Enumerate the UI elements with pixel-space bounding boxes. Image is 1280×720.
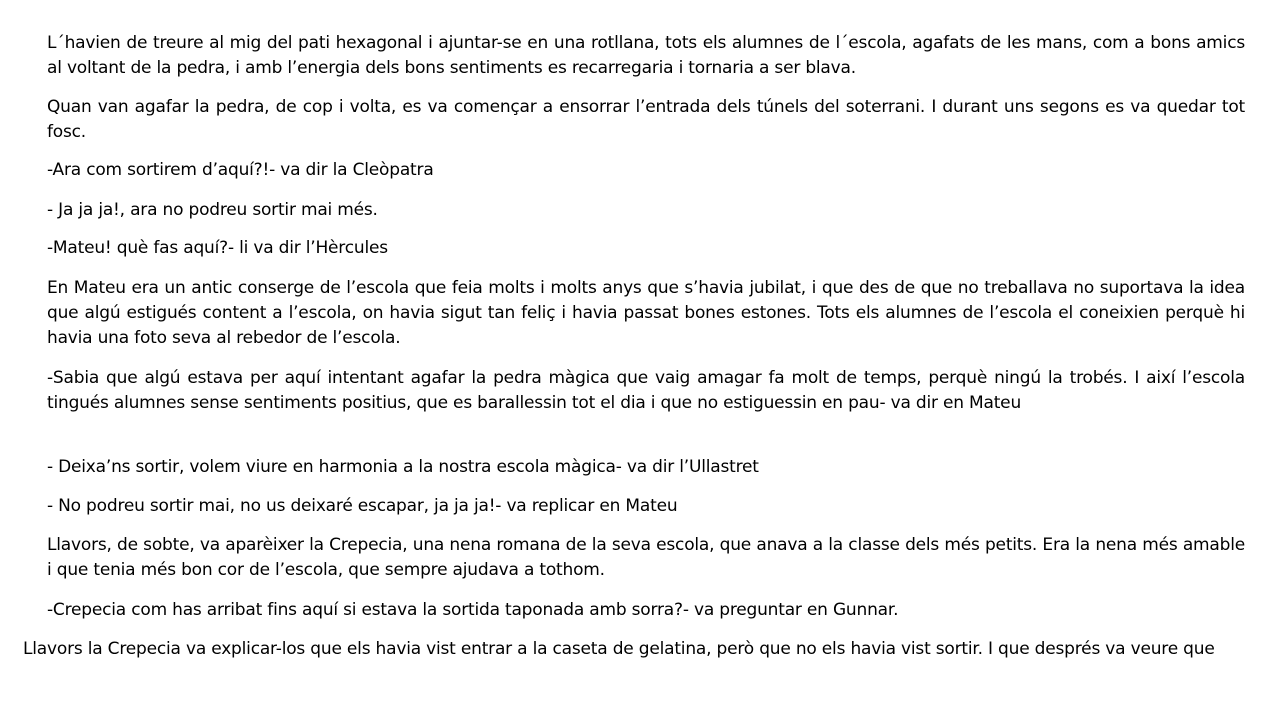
paragraph-12: Llavors la Crepecia va explicar-los que els havia vist entrar a la caseta de gelatina, però que no els havia vist sortir. I que després va veure que	[23, 639, 1215, 659]
paragraph-1: L´havien de treure al mig del pati hexagonal i ajuntar-se en una rotllana, tots els alumnes de l´escola, agafats de les mans, com a bons amics al voltant de la pedra, i amb l’energia dels bons sentiments es recarregaria i tornaria a ser blava.	[47, 33, 1245, 78]
paragraph-9: - No podreu sortir mai, no us deixaré escapar, ja ja ja!- va replicar en Mateu	[47, 496, 678, 516]
paragraph-7: -Sabia que algú estava per aquí intentant agafar la pedra màgica que vaig amagar fa molt de temps, perquè ningú la trobés. I així l’escola tingués alumnes sense sentiments positius, que es barallessin tot el dia i que no estiguessin en pau- va dir en Mateu	[47, 368, 1245, 413]
paragraph-6: En Mateu era un antic conserge de l’escola que feia molts i molts anys que s’havia jubilat, i que des de que no treballava no suportava la idea que algú estigués content a l’escola, on havia sigut tan feliç i havia passat bones estones. Tots els alumnes de l’escola el coneixien perquè hi havia una foto seva al rebedor de l’escola.	[47, 278, 1245, 348]
paragraph-3: -Ara com sortirem d’aquí?!- va dir la Cleòpatra	[47, 160, 434, 180]
paragraph-11: -Crepecia com has arribat fins aquí si estava la sortida taponada amb sorra?- va preguntar en Gunnar.	[47, 600, 899, 620]
paragraph-8: - Deixa’ns sortir, volem viure en harmonia a la nostra escola màgica- va dir l’Ullastret	[47, 457, 759, 477]
paragraph-10: Llavors, de sobte, va aparèixer la Crepecia, una nena romana de la seva escola, que anava a la classe dels més petits. Era la nena més amable i que tenia més bon cor de l’escola, que sempre ajudava a tothom.	[47, 535, 1245, 580]
paragraph-2: Quan van agafar la pedra, de cop i volta, es va començar a ensorrar l’entrada dels túnels del soterrani. I durant uns segons es va quedar tot fosc.	[47, 97, 1245, 142]
paragraph-4: - Ja ja ja!, ara no podreu sortir mai més.	[47, 200, 378, 220]
paragraph-5: -Mateu! què fas aquí?- li va dir l’Hèrcules	[47, 238, 388, 258]
